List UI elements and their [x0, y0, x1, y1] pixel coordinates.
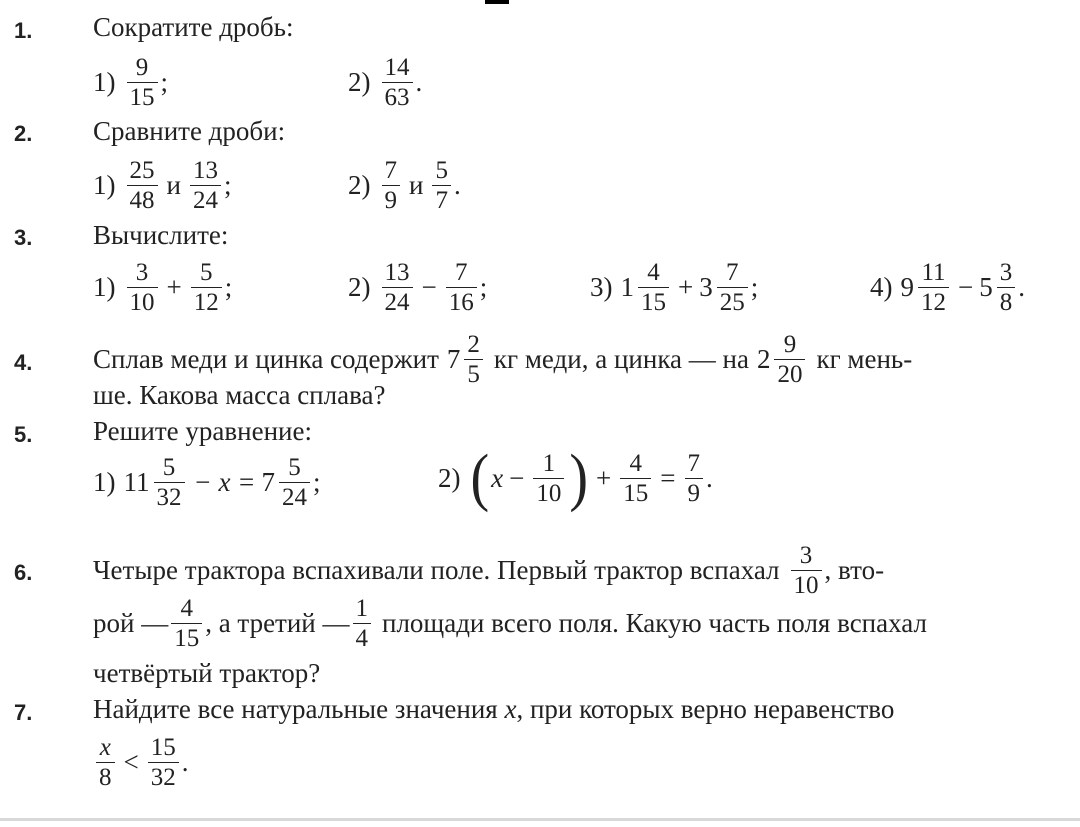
- fraction: $\frac{3}{10}$: [127, 260, 158, 315]
- problem-6-line-1: Четыре трактора вспахивали поле. Первый трактор вспахал $\frac{3}{10}$ , вто-: [93, 542, 885, 599]
- problem-1-item-2: 2) $\frac{14}{63}$ .: [348, 54, 423, 111]
- fraction: $\frac{7}{9}$: [685, 451, 704, 506]
- fraction: $\frac{2}{5}$: [464, 332, 483, 387]
- fraction: $\frac{3}{10}$: [791, 543, 822, 598]
- problem-3-text: Вычислите:: [93, 220, 229, 250]
- left-paren: (: [470, 442, 490, 514]
- problem-5-text: Решите уравнение:: [93, 416, 312, 446]
- fraction: $\frac{5}{12}$: [191, 260, 222, 315]
- problem-7-inequality: $\frac{x}{8}$ < $\frac{15}{32}$ .: [93, 735, 188, 790]
- fraction: $\frac{3}{8}$: [997, 260, 1016, 315]
- fraction: $\frac{4}{15}$: [638, 260, 669, 315]
- fraction: $\frac{7}{16}$: [446, 260, 477, 315]
- problem-5-number: 5.: [14, 422, 33, 447]
- problem-6-line-3: четвёртый трактор?: [93, 658, 321, 688]
- problem-6-number: 6.: [14, 560, 33, 585]
- fraction: $\frac{9}{20}$: [774, 332, 805, 387]
- problem-3-item-2: 2) $\frac{13}{24}$ − $\frac{7}{16}$ ;: [348, 259, 488, 316]
- problem-4-line-2: ше. Какова масса сплава?: [93, 380, 386, 410]
- fraction: $\frac{4}{15}$: [171, 596, 202, 651]
- fraction: $\frac{13}{24}$: [190, 158, 221, 213]
- fraction: $\frac{1}{4}$: [353, 596, 372, 651]
- fraction: $\frac{13}{24}$: [382, 260, 413, 315]
- fraction: $\frac{5}{24}$: [279, 455, 310, 510]
- problem-3-item-4: 4) 9 $\frac{11}{12}$ − 5 $\frac{3}{8}$ .: [870, 259, 1025, 316]
- problem-7-number: 7.: [14, 700, 33, 725]
- problem-3-number: 3.: [14, 225, 33, 250]
- fraction: $\frac{7}{9}$: [382, 158, 401, 213]
- fraction: $\frac{11}{12}$: [918, 260, 949, 315]
- problem-1-number: 1.: [14, 18, 33, 43]
- problem-2-text: Сравните дроби:: [93, 116, 286, 146]
- problem-5-item-1: 1) 11 $\frac{5}{32}$ − x = 7 $\frac{5}{24}$ ;: [93, 454, 321, 511]
- top-marker: [485, 0, 509, 4]
- fraction: $\frac{14}{63}$: [382, 55, 413, 110]
- fraction: $\frac{5}{32}$: [154, 455, 185, 510]
- problem-3-item-1: 1) $\frac{3}{10}$ + $\frac{5}{12}$ ;: [93, 259, 233, 316]
- right-paren: ): [569, 442, 589, 514]
- problem-2-number: 2.: [14, 121, 33, 146]
- fraction: $\frac{15}{32}$: [148, 735, 179, 790]
- fraction: $\frac{4}{15}$: [620, 451, 651, 506]
- fraction: $\frac{5}{7}$: [432, 158, 451, 213]
- fraction: $\frac{25}{48}$: [127, 158, 158, 213]
- problem-2-item-2: 2) $\frac{7}{9}$ и $\frac{5}{7}$ .: [348, 157, 461, 214]
- fraction: $\frac{9}{15}$: [127, 55, 158, 110]
- problem-5-item-2: 2) ( x − $\frac{1}{10}$ ) + $\frac{4}{15}$ = $\frac{7}{9}$ .: [438, 442, 713, 514]
- problem-3-item-3: 3) 1 $\frac{4}{15}$ + 3 $\frac{7}{25}$ ;: [590, 259, 759, 316]
- bottom-divider: [0, 818, 1080, 821]
- problem-7-text: Найдите все натуральные значения x, при которых верно неравенство: [93, 694, 895, 724]
- fraction: $\frac{1}{10}$: [533, 451, 564, 506]
- problem-1-item-1: 1) $\frac{9}{15}$ ;: [93, 54, 169, 111]
- problem-1-text: Сократите дробь:: [93, 12, 294, 42]
- fraction: $\frac{7}{25}$: [717, 260, 748, 315]
- problem-6-line-2: рой — $\frac{4}{15}$ , а третий — $\frac{1}{4}$ площади всего поля. Какую часть поля вспахал: [93, 595, 927, 652]
- problem-4-line-1: Сплав меди и цинка содержит 7 $\frac{2}{5}$ кг меди, а цинка — на 2 $\frac{9}{20}$ кг мень-: [93, 331, 913, 388]
- problem-4-number: 4.: [14, 350, 33, 375]
- problem-2-item-1: 1) $\frac{25}{48}$ и $\frac{13}{24}$ ;: [93, 157, 232, 214]
- fraction: $\frac{x}{8}$: [96, 735, 115, 790]
